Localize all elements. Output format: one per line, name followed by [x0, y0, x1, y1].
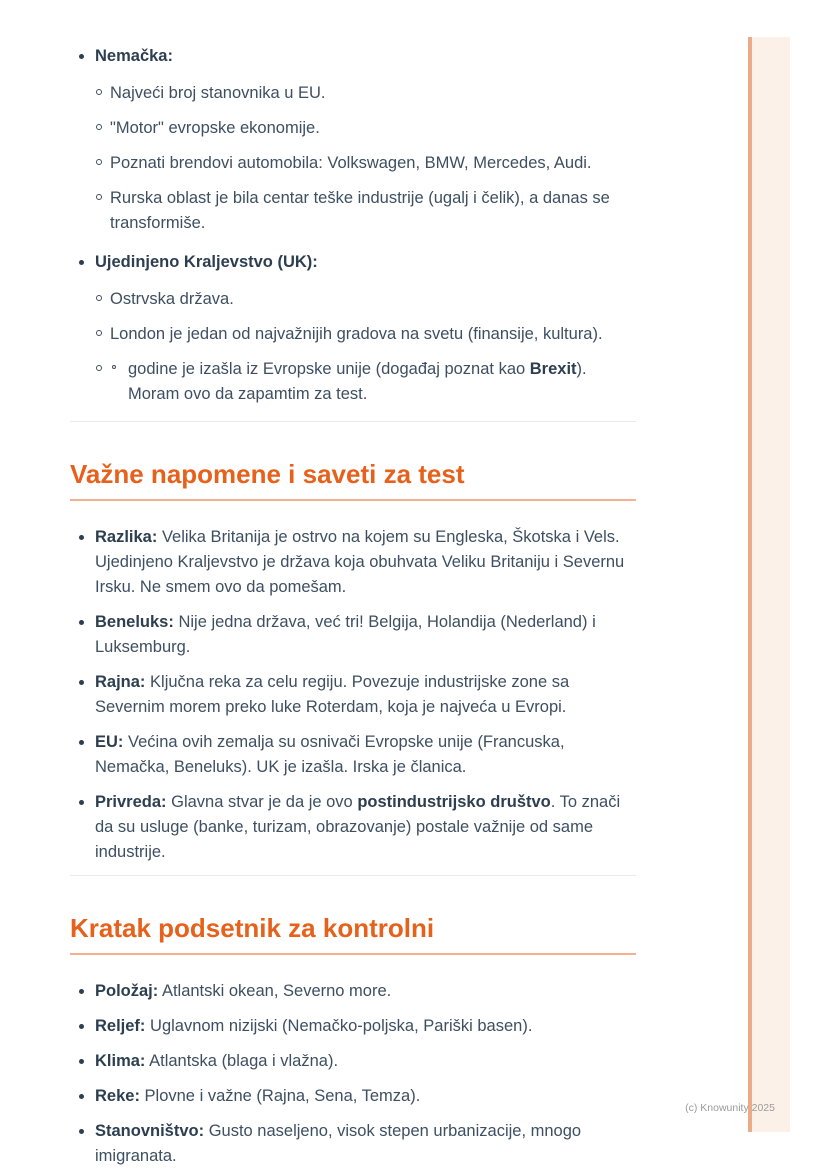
text-run: Ostrvska država.: [110, 290, 234, 308]
bold-text: Ujedinjeno Kraljevstvo (UK):: [95, 253, 318, 271]
list-item: [70, 790, 636, 865]
list-item: [95, 322, 636, 347]
text-run: . To znači da su usluge (banke, turizam, obrazovanje) postale važnije od same industrije.: [95, 793, 621, 861]
bullet-list: [70, 979, 636, 1169]
sub-bullet-list: [95, 287, 636, 407]
sub-bullet-list: [95, 81, 636, 236]
text-run: Rurska oblast je bila centar teške industrije (ugalj i čelik), a danas se transformiše.: [110, 189, 610, 232]
page-edge-strip: [748, 37, 790, 1132]
bullet-list: [70, 525, 636, 865]
list-item-text: [110, 189, 610, 232]
list-item: [70, 525, 636, 600]
list-item-text: [95, 982, 391, 1000]
list-item: [95, 81, 636, 106]
document-content: [70, 0, 636, 1169]
list-item: [70, 250, 636, 407]
text-run: Plovne i važne (Rajna, Sena, Temza).: [139, 1087, 421, 1105]
section-heading: Važne napomene i saveti za test: [70, 458, 636, 501]
list-item-text: [95, 1122, 581, 1165]
list-item-text: [128, 360, 587, 403]
text-run: godine je izašla iz Evropske unije (događaj poznat kao: [128, 360, 530, 378]
text-run: Ključna reka za celu regiju. Povezuje industrijske zone sa Severnim morem preko luke Roterdam, koja je najveća u Evropi.: [95, 673, 570, 716]
bold-text: Privreda:: [95, 793, 167, 811]
list-item-text: [95, 47, 173, 65]
list-item-text: [110, 325, 603, 343]
circle-bullet-icon: [112, 365, 116, 369]
text-run: Uglavnom nizijski (Nemačko-poljska, Pariški basen).: [145, 1017, 533, 1035]
bold-text: Brexit: [529, 360, 577, 378]
list-item: [70, 1049, 636, 1074]
bullet-list: [70, 44, 636, 407]
list-item: [70, 1014, 636, 1039]
text-run: ). Moram ovo da zapamtim za test.: [128, 360, 587, 403]
text-run: Većina ovih zemalja su osnivači Evropske unije (Francuska, Nemačka, Beneluks). UK je izašla. Irska je članica.: [95, 733, 565, 776]
copyright-watermark: (c) Knowunity 2025: [685, 1102, 775, 1114]
bold-text: Rajna:: [95, 673, 146, 691]
section-divider: [70, 421, 636, 422]
text-run: Gusto naseljeno, visok stepen urbanizacije, mnogo imigranata.: [95, 1122, 582, 1165]
text-run: Atlantski okean, Severno more.: [158, 982, 392, 1000]
list-item-text: [95, 793, 620, 861]
list-item-text: [95, 1087, 420, 1105]
list-item: [95, 151, 636, 176]
list-item-text: [95, 733, 565, 776]
list-item-text: [95, 1017, 532, 1035]
text-run: Poznati brendovi automobila: Volkswagen, BMW, Mercedes, Audi.: [110, 154, 592, 172]
text-run: Velika Britanija je ostrvo na kojem su Engleska, Škotska i Vels. Ujedinjeno Kraljevstvo je država koja obuhvata Veliku Britaniju i Severnu Irsku. Ne smem ovo da pomešam.: [95, 528, 625, 596]
section-heading: Kratak podsetnik za kontrolni: [70, 912, 636, 955]
bold-text: Reljef:: [95, 1017, 146, 1035]
text-run: Atlantska (blaga i vlažna).: [145, 1052, 339, 1070]
bold-text: Položaj:: [95, 982, 159, 1000]
text-run: London je jedan od najvažnijih gradova na svetu (finansije, kultura).: [110, 325, 603, 343]
list-item: [70, 1084, 636, 1109]
section-divider: [70, 875, 636, 876]
text-run: Nije jedna država, već tri! Belgija, Holandija (Nederland) i Luksemburg.: [95, 613, 596, 656]
list-item-text: [95, 528, 624, 596]
list-item-text: [110, 84, 326, 102]
list-item: [70, 44, 636, 236]
list-item-text: [95, 253, 318, 271]
text-run: Najveći broj stanovnika u EU.: [110, 84, 326, 102]
list-item: [70, 730, 636, 780]
list-item: [70, 1119, 636, 1169]
list-item: [95, 287, 636, 312]
list-item: [70, 670, 636, 720]
list-item: [70, 979, 636, 1004]
bold-text: Reke:: [95, 1087, 140, 1105]
bold-text: Klima:: [95, 1052, 146, 1070]
list-item: [95, 186, 636, 236]
list-item-text: [110, 290, 234, 308]
list-item-text: [95, 673, 569, 716]
bold-text: Stanovništvo:: [95, 1122, 205, 1140]
list-item-text: [95, 613, 596, 656]
bold-text: Razlika:: [95, 528, 158, 546]
list-item: [95, 116, 636, 141]
bold-text: Beneluks:: [95, 613, 174, 631]
bold-text: Nemačka:: [95, 47, 173, 65]
list-item-text: [110, 119, 320, 137]
list-item: [70, 610, 636, 660]
text-run: Glavna stvar je da je ovo: [166, 793, 358, 811]
list-item: [95, 357, 636, 407]
list-item-text: [110, 154, 592, 172]
text-run: "Motor" evropske ekonomije.: [110, 119, 320, 137]
bold-text: postindustrijsko društvo: [357, 793, 551, 811]
bold-text: EU:: [95, 733, 124, 751]
list-item-text: [95, 1052, 338, 1070]
